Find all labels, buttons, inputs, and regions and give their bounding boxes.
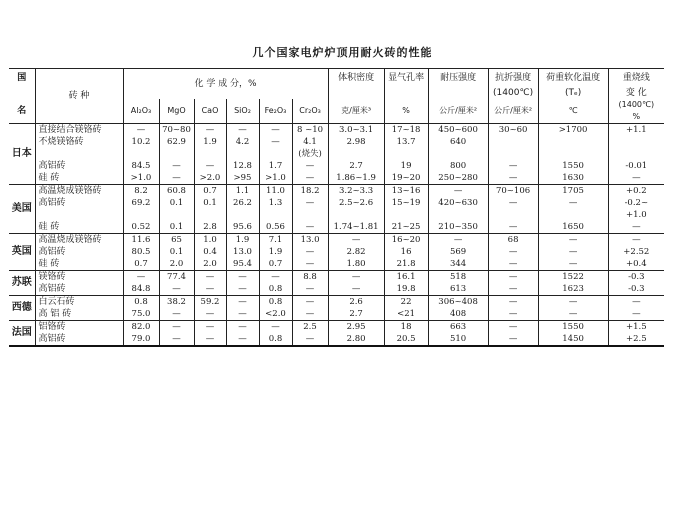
cell-crush: 408 xyxy=(428,308,488,321)
cell-fe2o3: 1.7 xyxy=(259,160,292,172)
cell-sio2: — xyxy=(226,283,259,296)
cell-fe2o3: 0.8 xyxy=(259,283,292,296)
cell-cr2o3: 18.2 xyxy=(292,185,328,198)
cell-density: 1.80 xyxy=(328,258,384,271)
cell-crush: 450~600 xyxy=(428,124,488,137)
cell-softening: — xyxy=(538,296,608,309)
cell-sio2: — xyxy=(226,308,259,321)
cell-cao: 1.9 xyxy=(194,136,226,148)
cell-mgo: — xyxy=(159,308,194,321)
header-country-top: 国 xyxy=(9,69,35,88)
cell-cao: >2.0 xyxy=(194,172,226,185)
table-row xyxy=(9,246,664,258)
header-brick-type: 砖 种 xyxy=(35,69,123,124)
cell-mgo: 70~80 xyxy=(159,124,194,137)
cell-cr2o3: — xyxy=(292,160,328,172)
cell-density: 3.0~3.1 xyxy=(328,124,384,137)
cell-mgo: 62.9 xyxy=(159,136,194,148)
cell-softening: 1705 xyxy=(538,185,608,198)
cell-reheat: — xyxy=(608,234,664,247)
cell-cr2o3: — xyxy=(292,172,328,185)
cell-crush: 210~350 xyxy=(428,221,488,234)
cell-mgo: 77.4 xyxy=(159,271,194,284)
table-row xyxy=(9,333,664,346)
cell-al2o3: 84.8 xyxy=(123,283,159,296)
cell-porosity: 19 xyxy=(384,160,428,172)
table-row xyxy=(9,172,664,185)
cell-sio2: — xyxy=(226,296,259,309)
header-bend-cond: (1400℃) xyxy=(488,87,538,99)
cell-sio2: 26.2 xyxy=(226,197,259,209)
cell-fe2o3: 11.0 xyxy=(259,185,292,198)
brick-name: 铝铬砖 xyxy=(35,321,123,334)
cell-sio2: 95.6 xyxy=(226,221,259,234)
cell-density: 2.95 xyxy=(328,321,384,334)
cell-softening: 1650 xyxy=(538,221,608,234)
cell-cao: — xyxy=(194,283,226,296)
cell-mgo: — xyxy=(159,321,194,334)
cell-mgo: 0.1 xyxy=(159,246,194,258)
table-row-note xyxy=(9,209,664,221)
cell-sio2: 1.1 xyxy=(226,185,259,198)
cell-porosity: 17~18 xyxy=(384,124,428,137)
cell-density: — xyxy=(328,271,384,284)
header-col-cao: CaO xyxy=(194,99,226,124)
table-row-note xyxy=(9,148,664,160)
header-softening: 荷重软化温度 xyxy=(538,69,608,88)
brick-name: 高铝砖 xyxy=(35,333,123,346)
cell-softening: — xyxy=(538,234,608,247)
cell-mgo: 38.2 xyxy=(159,296,194,309)
cell-cao: — xyxy=(194,271,226,284)
brick-name: 白云石砖 xyxy=(35,296,123,309)
cell-bend: — xyxy=(488,308,538,321)
cell-cr2o3: 4.1 xyxy=(292,136,328,148)
cell-cao: 0.7 xyxy=(194,185,226,198)
cell-bend xyxy=(488,136,538,148)
brick-name: 高铝砖 xyxy=(35,197,123,209)
table-row xyxy=(9,221,664,234)
cell-bend: — xyxy=(488,321,538,334)
cell-reheat: +2.52 xyxy=(608,246,664,258)
cell-softening: 1522 xyxy=(538,271,608,284)
cell-al2o3: 84.5 xyxy=(123,160,159,172)
cell-density: 2.6 xyxy=(328,296,384,309)
cell-softening: 1623 xyxy=(538,283,608,296)
cell-cao: 2.8 xyxy=(194,221,226,234)
cell-bend: — xyxy=(488,283,538,296)
cell-cr2o3: — xyxy=(292,197,328,209)
table-body xyxy=(9,124,664,347)
cell-density: 2.7 xyxy=(328,308,384,321)
cell-density: 2.7 xyxy=(328,160,384,172)
brick-name: 硅 砖 xyxy=(35,221,123,234)
cell-reheat: -0.2~ xyxy=(608,197,664,209)
cell-density: 1.74~1.81 xyxy=(328,221,384,234)
cell-sio2: 95.4 xyxy=(226,258,259,271)
cell-porosity: <21 xyxy=(384,308,428,321)
cell-bend: — xyxy=(488,271,538,284)
cell-al2o3: 8.2 xyxy=(123,185,159,198)
refractory-table xyxy=(9,68,664,347)
header-crush: 耐压强度 xyxy=(428,69,488,88)
header-reheat-cond: (1400℃) xyxy=(618,100,655,109)
brick-name: 镁铬砖 xyxy=(35,271,123,284)
cell-porosity: 21.8 xyxy=(384,258,428,271)
cell-mgo: — xyxy=(159,172,194,185)
cell-al2o3: 80.5 xyxy=(123,246,159,258)
cell-fe2o3: 1.9 xyxy=(259,246,292,258)
table-row xyxy=(9,234,664,247)
country-cell: 日本 xyxy=(11,148,32,159)
cell-sio2: — xyxy=(226,124,259,137)
cell-sio2: 12.8 xyxy=(226,160,259,172)
cell-mgo: 0.1 xyxy=(159,221,194,234)
brick-name: 高 铝 砖 xyxy=(35,308,123,321)
cell-mgo: 60.8 xyxy=(159,185,194,198)
cell-al2o3: 82.0 xyxy=(123,321,159,334)
table-row xyxy=(9,321,664,334)
cell-cr2o3: 8 ~10 xyxy=(292,124,328,137)
cell-density: 1.86~1.9 xyxy=(328,172,384,185)
brick-name: 高温烧成镁铬砖 xyxy=(35,185,123,198)
cell-porosity: 16.1 xyxy=(384,271,428,284)
cell-sio2: 4.2 xyxy=(226,136,259,148)
cell-bend: — xyxy=(488,296,538,309)
cell-fe2o3: — xyxy=(259,124,292,137)
cell-porosity: 20.5 xyxy=(384,333,428,346)
cell-reheat: +0.2 xyxy=(608,185,664,198)
cell-bend: 68 xyxy=(488,234,538,247)
cell-fe2o3: >1.0 xyxy=(259,172,292,185)
cell-crush: 250~280 xyxy=(428,172,488,185)
cell-reheat: — xyxy=(608,308,664,321)
cell-reheat: +2.5 xyxy=(608,333,664,346)
cell-cao: 2.0 xyxy=(194,258,226,271)
cell-softening: — xyxy=(538,258,608,271)
cell-cr2o3: — xyxy=(292,221,328,234)
cell-crush: 344 xyxy=(428,258,488,271)
cell-fe2o3: 0.56 xyxy=(259,221,292,234)
cell-reheat: — xyxy=(608,296,664,309)
cell-reheat: +1.5 xyxy=(608,321,664,334)
table-row xyxy=(9,308,664,321)
header-country-bottom: 名 xyxy=(9,99,35,124)
cell-softening: 1550 xyxy=(538,321,608,334)
cell-crush: 518 xyxy=(428,271,488,284)
cell-porosity: 19.8 xyxy=(384,283,428,296)
cell-cr2o3: — xyxy=(292,246,328,258)
cell-fe2o3: 0.8 xyxy=(259,333,292,346)
cell-fe2o3: 0.7 xyxy=(259,258,292,271)
cell-cao: — xyxy=(194,160,226,172)
header-crush-unit: 公斤/厘米² xyxy=(428,99,488,124)
cell-al2o3: >1.0 xyxy=(123,172,159,185)
cell-bend: — xyxy=(488,333,538,346)
table-row xyxy=(9,296,664,309)
cell-reheat xyxy=(608,136,664,148)
country-cell: 法国 xyxy=(9,321,35,347)
cell-softening: 1550 xyxy=(538,160,608,172)
cell-porosity: 21~25 xyxy=(384,221,428,234)
cell-sio2: — xyxy=(226,333,259,346)
cell-crush: — xyxy=(428,234,488,247)
header-density: 体积密度 xyxy=(328,69,384,88)
cell-cr2o3: 8.8 xyxy=(292,271,328,284)
cell-softening: 1450 xyxy=(538,333,608,346)
cell-cao: 0.1 xyxy=(194,197,226,209)
cell-bend: 30~60 xyxy=(488,124,538,137)
cell-fe2o3: 1.3 xyxy=(259,197,292,209)
cell-porosity: 13~16 xyxy=(384,185,428,198)
cell-crush: 569 xyxy=(428,246,488,258)
header-col-cr2o3: Cr₂O₃ xyxy=(292,99,328,124)
cell-cr2o3: — xyxy=(292,258,328,271)
cell-porosity: 16~20 xyxy=(384,234,428,247)
cell-cao: 1.0 xyxy=(194,234,226,247)
country-cell: 西德 xyxy=(9,296,35,321)
header-col-al2o3: Al₂O₃ xyxy=(123,99,159,124)
brick-name: 高铝砖 xyxy=(35,160,123,172)
cell-al2o3: — xyxy=(123,124,159,137)
cell-softening: — xyxy=(538,308,608,321)
header-col-sio2: SiO₂ xyxy=(226,99,259,124)
cell-density: 2.5~2.6 xyxy=(328,197,384,209)
cell-sio2: — xyxy=(226,271,259,284)
cell-sio2: — xyxy=(226,321,259,334)
cell-fe2o3: <2.0 xyxy=(259,308,292,321)
country-cell: 苏联 xyxy=(9,271,35,296)
cell-mgo: 0.1 xyxy=(159,197,194,209)
cell-density: — xyxy=(328,283,384,296)
cell-sio2: >95 xyxy=(226,172,259,185)
cell-density: 2.98 xyxy=(328,136,384,148)
cell-softening: 1630 xyxy=(538,172,608,185)
cell-mgo: 65 xyxy=(159,234,194,247)
cell-mgo: — xyxy=(159,283,194,296)
cell-cr2o3: 13.0 xyxy=(292,234,328,247)
cell-sio2: 1.9 xyxy=(226,234,259,247)
country-cell: 美国 xyxy=(9,185,35,234)
header-col-fe2o3: Fe₂O₃ xyxy=(259,99,292,124)
header-reheat: 重烧线 xyxy=(608,69,664,88)
brick-name: 直接结合镁铬砖 xyxy=(35,124,123,137)
header-porosity-unit: % xyxy=(384,99,428,124)
cell-al2o3: 69.2 xyxy=(123,197,159,209)
cell-al2o3: 0.7 xyxy=(123,258,159,271)
header-col-mgo: MgO xyxy=(159,99,194,124)
cell-softening xyxy=(538,136,608,148)
cell-bend: — xyxy=(488,172,538,185)
table-row xyxy=(9,271,664,284)
country-cell: 英国 xyxy=(9,234,35,271)
cell-bend: — xyxy=(488,246,538,258)
cell-reheat: — xyxy=(608,172,664,185)
cell-cr2o3: — xyxy=(292,296,328,309)
brick-name: 硅 砖 xyxy=(35,258,123,271)
cell-softening: — xyxy=(538,246,608,258)
cell-cao: — xyxy=(194,333,226,346)
cell-porosity: 15~19 xyxy=(384,197,428,209)
cell-cao: — xyxy=(194,321,226,334)
cell-softening: — xyxy=(538,197,608,209)
cell-crush: 663 xyxy=(428,321,488,334)
table-row xyxy=(9,197,664,209)
header-density-unit: 克/厘米³ xyxy=(328,99,384,124)
table-row xyxy=(9,136,664,148)
cell-fe2o3: 0.8 xyxy=(259,296,292,309)
cell-crush: 420~630 xyxy=(428,197,488,209)
header-softening-unit: ℃ xyxy=(538,99,608,124)
cell-porosity: 13.7 xyxy=(384,136,428,148)
cell-reheat: +1.1 xyxy=(608,124,664,137)
brick-name: 高铝砖 xyxy=(35,283,123,296)
header-softening-sym: (Tₑ) xyxy=(538,87,608,99)
header-bend: 抗折强度 xyxy=(488,69,538,88)
cell-crush: 613 xyxy=(428,283,488,296)
cell-softening: >1700 xyxy=(538,124,608,137)
brick-name: 高温烧成镁铬砖 xyxy=(35,234,123,247)
cell-reheat: -0.3 xyxy=(608,271,664,284)
cell-porosity: 16 xyxy=(384,246,428,258)
cell-crush: 510 xyxy=(428,333,488,346)
cell-al2o3: 79.0 xyxy=(123,333,159,346)
cell-cr2o3: — xyxy=(292,308,328,321)
cell-cr2o3: — xyxy=(292,283,328,296)
cell-reheat: — xyxy=(608,221,664,234)
cell-cao: 0.4 xyxy=(194,246,226,258)
cell-bend: — xyxy=(488,160,538,172)
brick-name: 硅 砖 xyxy=(35,172,123,185)
cell-note: +1.0 xyxy=(608,209,664,221)
cell-mgo: — xyxy=(159,160,194,172)
cell-mgo: 2.0 xyxy=(159,258,194,271)
header-chem-group: 化 学 成 分，% xyxy=(123,69,328,100)
cell-bend: — xyxy=(488,258,538,271)
cell-fe2o3: — xyxy=(259,136,292,148)
cell-crush: 306~408 xyxy=(428,296,488,309)
cell-crush: — xyxy=(428,185,488,198)
cell-sio2: 13.0 xyxy=(226,246,259,258)
brick-name: 不烧镁铬砖 xyxy=(35,136,123,148)
header-porosity: 显气孔率 xyxy=(384,69,428,88)
table-row xyxy=(9,124,664,137)
cell-density: — xyxy=(328,234,384,247)
table-row xyxy=(9,160,664,172)
cell-density: 3.2~3.3 xyxy=(328,185,384,198)
cell-crush: 640 xyxy=(428,136,488,148)
header-reheat2: 变 化 xyxy=(608,87,664,99)
header-reheat-unit xyxy=(608,99,664,124)
cell-porosity: 19~20 xyxy=(384,172,428,185)
table-row xyxy=(9,283,664,296)
cell-reheat: -0.3 xyxy=(608,283,664,296)
cell-al2o3: — xyxy=(123,271,159,284)
cell-cao: — xyxy=(194,308,226,321)
cell-density: 2.80 xyxy=(328,333,384,346)
table-row xyxy=(9,258,664,271)
cell-al2o3: 0.52 xyxy=(123,221,159,234)
cell-bend: — xyxy=(488,197,538,209)
cell-porosity: 18 xyxy=(384,321,428,334)
cell-cr2o3: 2.5 xyxy=(292,321,328,334)
cell-note: (烧失) xyxy=(292,148,328,160)
cell-al2o3: 11.6 xyxy=(123,234,159,247)
header-bend-unit: 公斤/厘米² xyxy=(488,99,538,124)
cell-reheat: +0.4 xyxy=(608,258,664,271)
cell-cr2o3: — xyxy=(292,333,328,346)
cell-al2o3: 0.8 xyxy=(123,296,159,309)
header-reheat-unit-text: % xyxy=(632,112,641,121)
cell-bend: 70~106 xyxy=(488,185,538,198)
cell-mgo: — xyxy=(159,333,194,346)
brick-name: 高铝砖 xyxy=(35,246,123,258)
cell-fe2o3: — xyxy=(259,321,292,334)
cell-cao: — xyxy=(194,124,226,137)
table-row xyxy=(9,185,664,198)
table-title: 几个国家电炉炉顶用耐火砖的性能 xyxy=(252,46,433,59)
cell-bend: — xyxy=(488,221,538,234)
cell-cao: 59.2 xyxy=(194,296,226,309)
cell-al2o3: 10.2 xyxy=(123,136,159,148)
cell-al2o3: 75.0 xyxy=(123,308,159,321)
cell-reheat: -0.01 xyxy=(608,160,664,172)
cell-fe2o3: 7.1 xyxy=(259,234,292,247)
cell-crush: 800 xyxy=(428,160,488,172)
cell-porosity: 22 xyxy=(384,296,428,309)
cell-density: 2.82 xyxy=(328,246,384,258)
cell-fe2o3: — xyxy=(259,271,292,284)
